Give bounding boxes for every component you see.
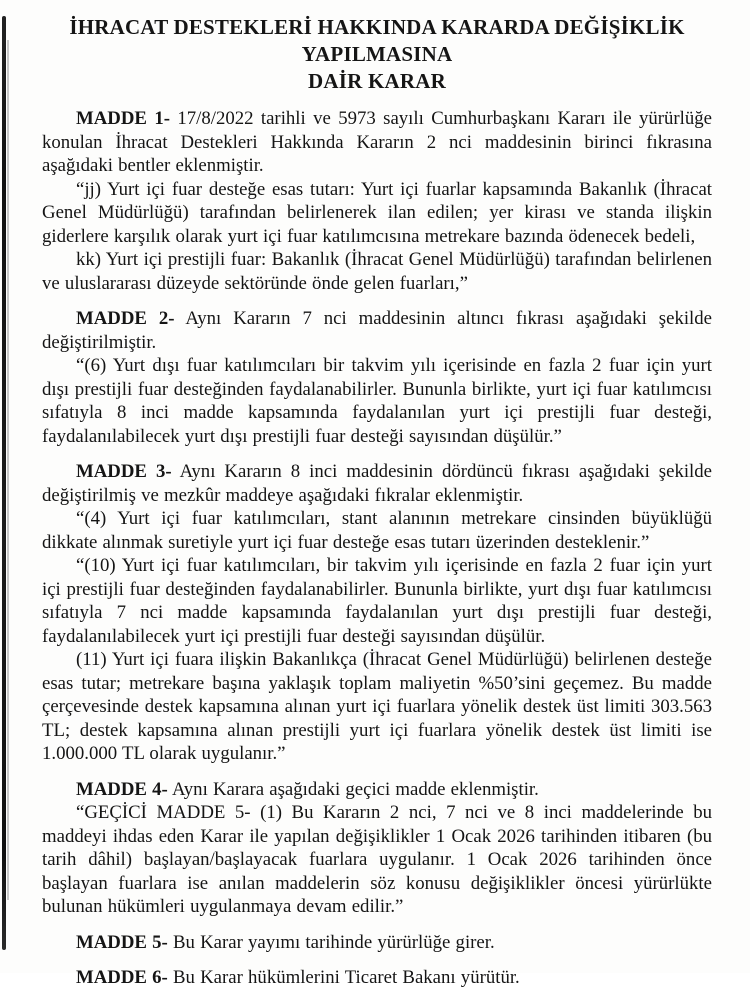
paragraph-madde-4 <box>42 778 712 802</box>
paragraph-text: “jj) Yurt içi fuar desteğe esas tutarı: Yurt içi fuarlar kapsamında Bakanlık (İhracat Genel Müdürlüğü) tarafından belirlenerek ilan edilen; yer kirası ve standa ilişkin giderlere karşılık olarak yurt içi fuar katılımcısına metrekare bazında ödenecek bedeli, <box>42 178 712 247</box>
paragraph-text: Aynı Kararın 8 inci maddesinin dördüncü fıkrası aşağıdaki şekilde değiştirilmiş ve mezkûr maddeye aşağıdaki fıkralar eklenmiştir. <box>42 461 712 506</box>
paragraph-text: 17/8/2022 tarihli ve 5973 sayılı Cumhurbaşkanı Kararı ile yürürlüğe konulan İhracat Destekleri Hakkında Kararın 2 nci maddesinin birinci fıkrasına aşağıdaki bentler eklenmiştir. <box>42 108 712 176</box>
paragraph-text: kk) Yurt içi prestijli fuar: Bakanlık (İhracat Genel Müdürlüğü) tarafından belirlenen ve uluslararası düzeyde sektöründe önde gelen fuarları,” <box>42 249 712 294</box>
paragraph-clause-4 <box>42 507 712 554</box>
document-title <box>42 14 712 95</box>
paragraph-madde-6 <box>42 966 712 990</box>
paragraph-clause-jj <box>42 178 712 249</box>
paragraph-text: Bu Karar hükümlerini Ticaret Bakanı yürütür. <box>167 967 520 988</box>
paragraph-text: “(4) Yurt içi fuar katılımcıları, stant alanının metrekare cinsinden büyüklüğü dikkate alınmak suretiyle yurt içi fuar desteğe esas tutarı üzerinden desteklenir.” <box>42 508 712 553</box>
document-title-line-2: DAİR KARAR <box>308 69 446 93</box>
document-title-line-1: İHRACAT DESTEKLERİ HAKKINDA KARARDA DEĞİŞİKLİK YAPILMASINA <box>69 15 685 66</box>
paragraph-text: Aynı Kararın 7 nci maddesinin altıncı fıkrası aşağıdaki şekilde değiştirilmiştir. <box>42 308 712 353</box>
madde-5-label: MADDE 5- <box>76 931 168 953</box>
scan-smudge-artifact <box>7 40 9 900</box>
madde-2-label: MADDE 2- <box>76 308 175 329</box>
paragraph-text: “(6) Yurt dışı fuar katılımcıları bir takvim yılı içerisinde en fazla 2 fuar için yurt dışı prestijli fuar desteğinden faydalanabilirler. Bununla birlikte, yurt içi fuar katılımcısı sıfatıyla 8 inci madde kapsamında faydalanılan yurt içi prestijli fuar desteği, faydalanılabilecek yurt dışı prestijli fuar desteği sayısından düşülür.” <box>42 355 712 447</box>
paragraph-clause-10 <box>42 554 712 648</box>
paragraph-clause-11 <box>42 648 712 766</box>
paragraph-text: Bu Karar yayımı tarihinde yürürlüğe girer. <box>167 931 495 953</box>
paragraph-clause-kk <box>42 248 712 295</box>
paragraph-text: (11) Yurt içi fuara ilişkin Bakanlıkça (İhracat Genel Müdürlüğü) belirlenen desteğe esas tutar; metrekare başına yaklaşık toplam maliyetin %50’sini geçemez. Bu madde çerçevesinde destek kapsamına alınan yurt içi fuarlara yönelik destek üst limiti 303.563 TL; destek kapsamına alınan prestijli yurt içi fuarlara yönelik destek üst limiti ise 1.000.000 TL olarak uygulanır.” <box>42 649 712 764</box>
paragraph-text: Aynı Karara aşağıdaki geçici madde eklenmiştir. <box>167 778 539 800</box>
paragraph-madde-3 <box>42 460 712 507</box>
paragraph-text: “(10) Yurt içi fuar katılımcıları, bir takvim yılı içerisinde en fazla 2 fuar için yurt içi prestijli fuar desteğinden faydalanabilirler. Bununla birlikte, yurt dışı fuar katılımcısı sıfatıyla 7 nci madde kapsamında faydalanılan yurt dışı prestijli fuar desteği, faydalanılabilecek yurt içi prestijli fuar desteği sayısından düşülür. <box>42 555 712 647</box>
paragraph-madde-1 <box>42 107 712 178</box>
madde-1-label: MADDE 1- <box>76 108 170 129</box>
madde-6-label: MADDE 6- <box>76 967 168 988</box>
paragraph-text: “GEÇİCİ MADDE 5- (1) Bu Kararın 2 nci, 7 nci ve 8 inci maddelerinde bu maddeyi ihdas eden Karar ile yapılan değişiklikler 1 Ocak 2026 tarihinden itibaren (bu tarih dâhil) başlayan/başlayacak fuarlara uygulanır. 1 Ocak 2026 tarihinden önce başlayan fuarlara ise anılan maddelerin söz konusu değişiklikler öncesi yürürlükte bulunan hükümleri uygulanmaya devam edilir.” <box>42 802 712 917</box>
madde-3-label: MADDE 3- <box>76 461 172 482</box>
madde-4-label: MADDE 4- <box>76 778 168 800</box>
scan-edge-artifact <box>2 16 6 950</box>
paragraph-madde-2 <box>42 307 712 354</box>
paragraph-gecici-madde-5 <box>42 801 712 919</box>
paragraph-madde-5 <box>42 931 712 955</box>
paragraph-clause-6 <box>42 354 712 448</box>
